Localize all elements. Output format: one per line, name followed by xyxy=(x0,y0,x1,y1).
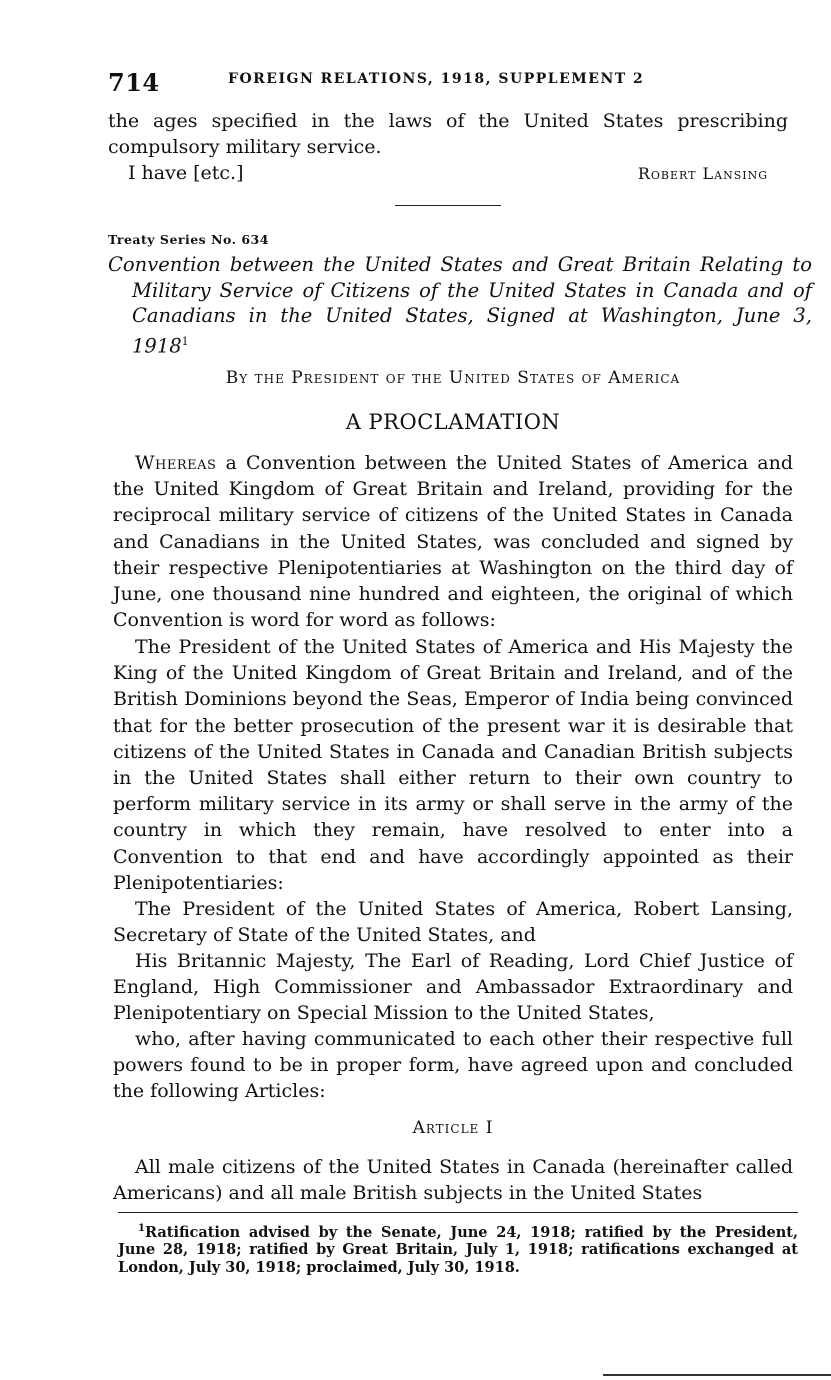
preamble-paragraph: The President of the United States of America and His Majesty the King of the United Kingdom of Great Britain and Ireland, and of the British Dominions beyond the Seas, Emperor of India being convinced that for the better prosecution of the present war it is desirable that citizens of the United States in Canada and Canadian British subjects in the United States shall either return to their own country to perform military service in its army or shall serve in the army of the country in which they remain, have resolved to enter into a Convention to that end and have accordingly appointed as their Plenipotentiaries: xyxy=(113,636,793,894)
by-president-line: By the President of the United States of America xyxy=(225,368,681,388)
page-number: 714 xyxy=(108,68,160,97)
convention-title-text: Convention between the United States and Great Britain Relating to Military Service of Citizens of the United States in Canada and of Canadians in the United States, Signed at Washington, June 3, 1918 xyxy=(108,253,812,357)
whereas-paragraph xyxy=(113,450,793,633)
treaty-series-label: Treaty Series No. 634 xyxy=(108,232,269,247)
article-1-text: All male citizens of the United States in Canada (hereinafter called Americans) and all male British subjects in the United States xyxy=(113,1156,793,1205)
whereas-word: Whereas xyxy=(135,452,217,474)
section-divider xyxy=(395,205,501,206)
proclamation-heading: A PROCLAMATION xyxy=(345,410,561,434)
full-powers-paragraph: who, after having communicated to each other their respective full powers found to be in proper form, have agreed upon and concluded the following Articles: xyxy=(113,1028,793,1103)
page-header xyxy=(108,68,798,98)
closing-text: I have [etc.] xyxy=(128,162,244,184)
footnote-mark: 1 xyxy=(138,1223,145,1234)
plenipotentiary-us-paragraph: The President of the United States of America, Robert Lansing, Secretary of State of the United States, and xyxy=(113,898,793,947)
whereas-text: a Convention between the United States of America and the United Kingdom of Great Britain and Ireland, providing for the reciprocal military service of citizens of the United States in Canada and Canadians in the United States, was concluded and signed by their respective Plenipotentiaries at Washington on the third day of June, one thousand nine hundred and eighteen, the original of which Convention is word for word as follows: xyxy=(113,452,793,632)
convention-title xyxy=(108,252,812,359)
footnote xyxy=(118,1220,798,1276)
closing-line xyxy=(128,162,768,190)
footnote-text: Ratification advised by the Senate, June 24, 1918; ratified by the President, June 28, 1918; ratified by Great Britain, July 1, 1918; ratifications exchanged at London, July 30, 1918; proclaimed, July 30, 1918. xyxy=(118,1223,798,1276)
continuation-paragraph: the ages specified in the laws of the United States prescribing compulsory military service. xyxy=(108,110,788,159)
plenipotentiary-uk-paragraph: His Britannic Majesty, The Earl of Reading, Lord Chief Justice of England, High Commissioner and Ambassador Extraordinary and Plenipotentiary on Special Mission to the United States, xyxy=(113,950,793,1025)
footnote-divider xyxy=(118,1212,798,1213)
article-heading: Article I xyxy=(412,1118,494,1138)
running-head: FOREIGN RELATIONS, 1918, SUPPLEMENT 2 xyxy=(228,71,645,87)
signature: Robert Lansing xyxy=(637,164,768,183)
bottom-edge-rule xyxy=(603,1374,831,1376)
footnote-reference: 1 xyxy=(181,334,189,348)
